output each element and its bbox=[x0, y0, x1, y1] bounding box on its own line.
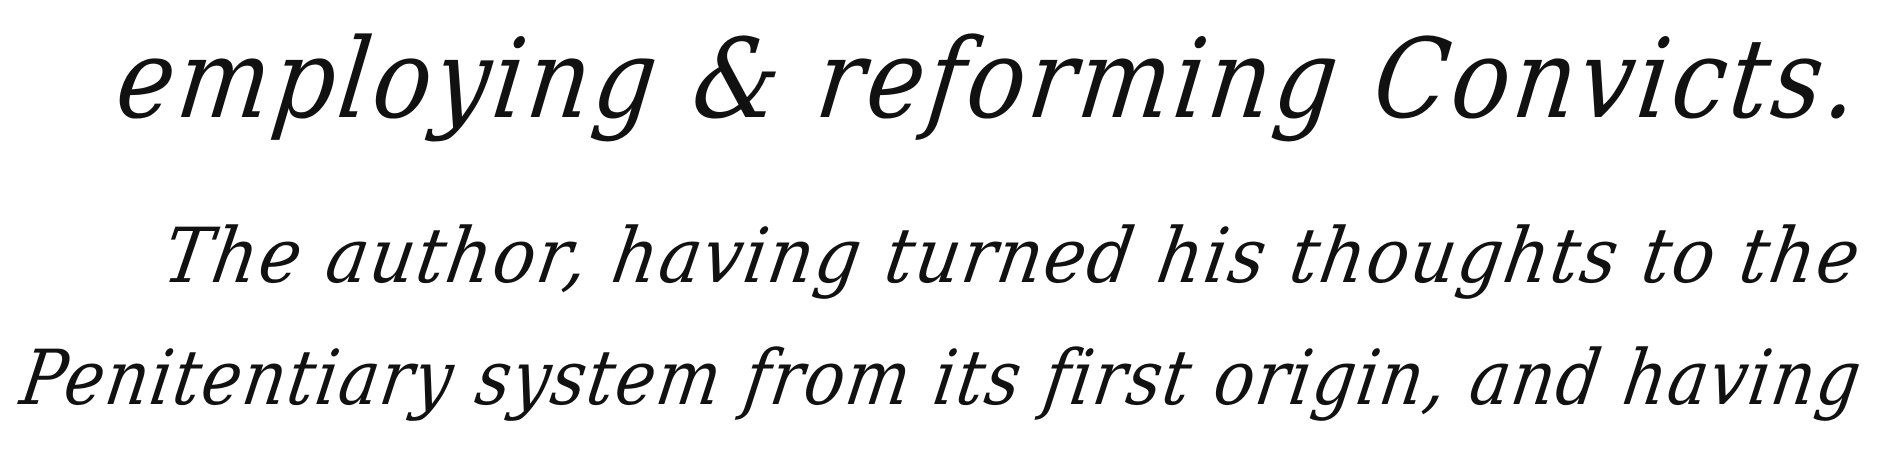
manuscript-line-3: Penitentiary system from its first origin, and having bbox=[15, 333, 1869, 422]
manuscript-line-1: employing & reforming Convicts. bbox=[110, 15, 1869, 143]
manuscript-line-2: The author, having turned his thoughts to the bbox=[157, 211, 1869, 300]
